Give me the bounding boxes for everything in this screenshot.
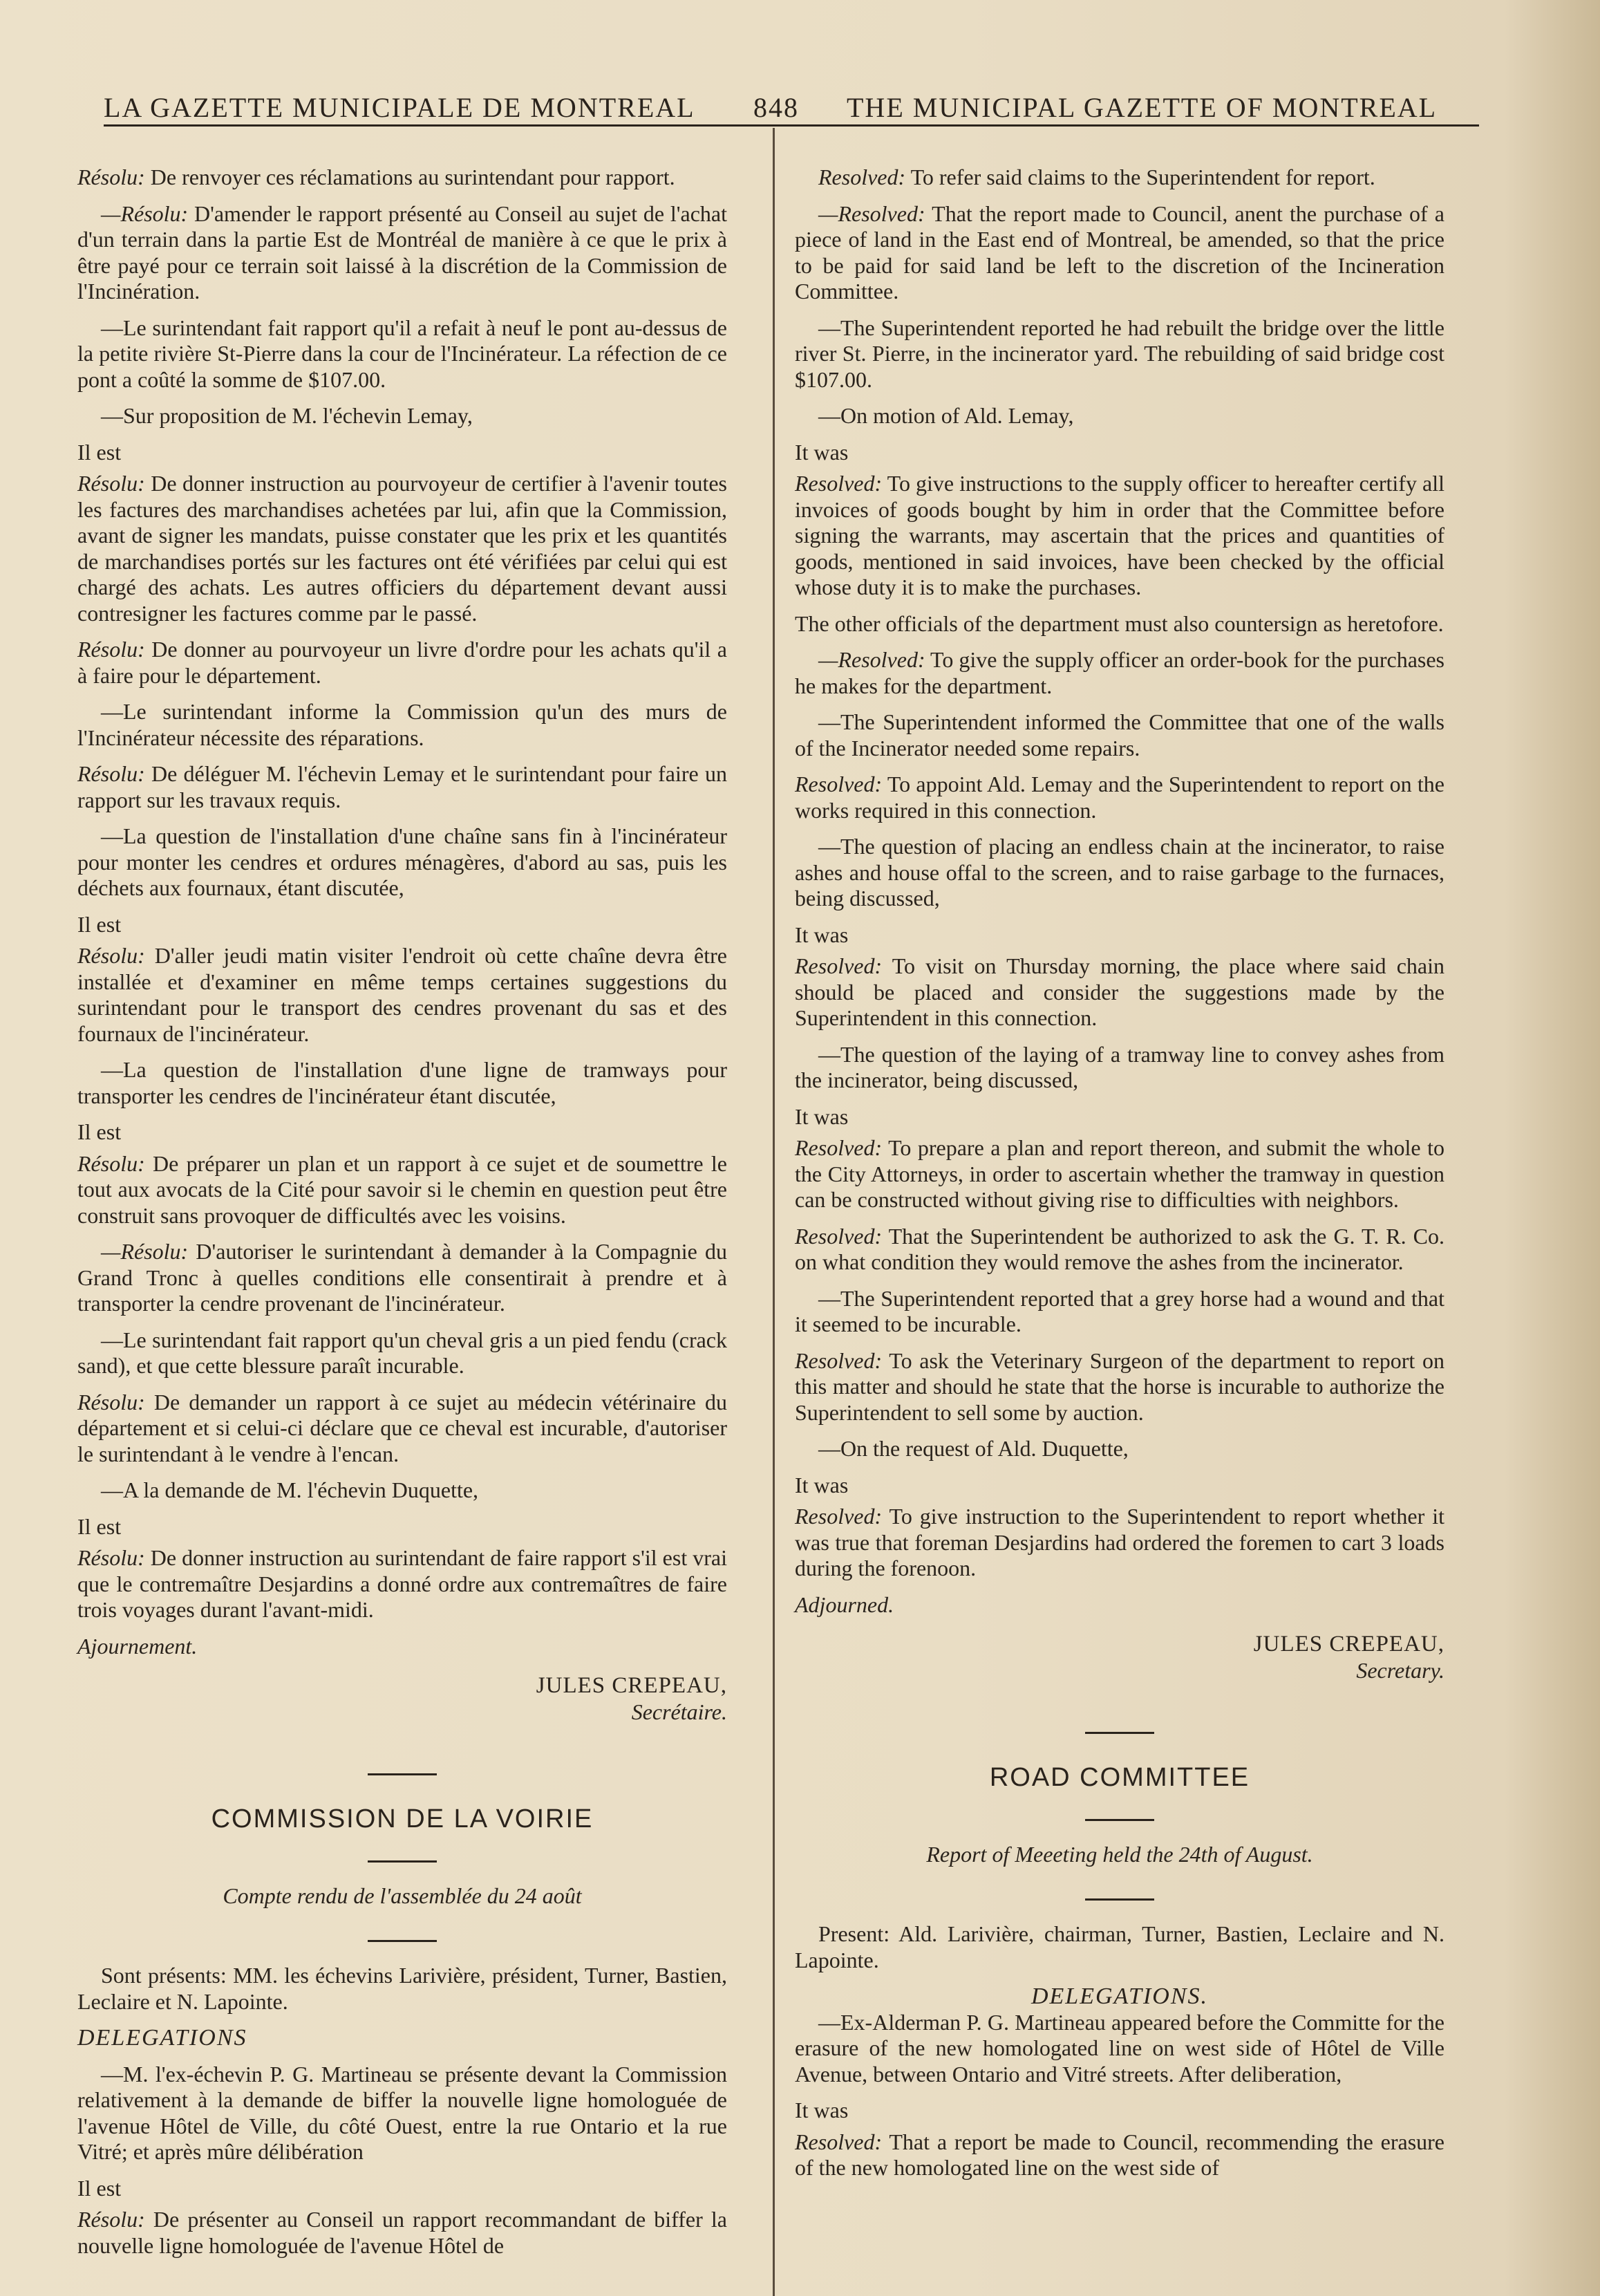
paragraph: —Le surintendant fait rapport qu'il a refait à neuf le pont au-dessus de la petite rivière St-Pierre dans la cour de l'Incinérateur. La réfection de ce pont a coûté la somme de $107.00. <box>77 315 727 392</box>
section-subtitle: Compte rendu de l'assemblée du 24 août <box>223 1883 582 1908</box>
paragraph: Resolved: To prepare a plan and report thereon, and submit the whole to the City Attorneys, in order to ascertain whether the tramway in question can be constructed without giving rise to difficulties with neighbors. <box>795 1135 1444 1212</box>
paragraph: Il est <box>77 439 122 465</box>
paragraph: —On the request of Ald. Duquette, <box>818 1436 1129 1461</box>
paragraph: —The Superintendent informed the Committee that one of the walls of the Incinerator needed some repairs. <box>795 709 1444 760</box>
paragraph: —Le surintendant informe la Commission qu'un des murs de l'Incinérateur nécessite des réparations. <box>77 699 727 750</box>
delegations-heading: DELEGATIONS <box>77 2025 247 2051</box>
paragraph: Il est <box>77 1513 122 1539</box>
paragraph: Resolved: To refer said claims to the Superintendent for report. <box>818 165 1375 189</box>
paragraph: —The Superintendent reported he had rebuilt the bridge over the little river St. Pierre, in the incinerator yard. The rebuilding of said bridge cost $107.00. <box>795 315 1444 392</box>
paragraph: The other officials of the department must also countersign as heretofore. <box>795 610 1444 636</box>
paragraph: It was <box>795 439 849 465</box>
paragraph: It was <box>795 922 849 947</box>
header-rule <box>104 124 1479 127</box>
paragraph: —M. l'ex-échevin P. G. Martineau se présente devant la Commission relativement à la demande de biffer la nouvelle ligne homologuée de l'avenue Hôtel de Ville, du côté Ouest, entre la rue Ontario et la rue Vitré; et après mûre délibération <box>77 2061 727 2164</box>
paragraph: Resolved: To give instructions to the supply officer to hereafter certify all invoices of goods bought by him in order that the Committee before signing the warrants, may ascertain that the prices and quantities of goods, mentioned in said invoices, have been checked by the official whose duty it is to make the purchases. <box>795 471 1444 599</box>
paragraph: Résolu: De donner instruction au pourvoyeur de certifier à l'avenir toutes les factures des marchandises achetées par lui, afin que la Commission, avant de signer les mandats, puisse constater que les prix et les quantités de marchandises portés sur les factures ont été vérifiées par celui qui est chargé des achats. Les autres officiers du département devant aussi contresigner les factures comme par le passé. <box>77 471 727 626</box>
header-french-title: LA GAZETTE MUNICIPALE DE MONTREAL <box>104 92 695 123</box>
english-column <box>795 165 1444 2192</box>
paragraph: It was <box>795 1103 849 1129</box>
attendance: Sont présents: MM. les échevins Larivière, président, Turner, Bastien, Leclaire et N. Lapointe. <box>77 1963 727 2014</box>
section-title: ROAD COMMITTEE <box>989 1763 1250 1792</box>
paragraph: —Résolu: D'autoriser le surintendant à demander à la Compagnie du Grand Tronc à quelles conditions elle consentirait à prendre et à transporter la cendre provenant de l'incinérateur. <box>77 1239 727 1316</box>
page-number: 848 <box>753 92 799 123</box>
paragraph: —Ex-Alderman P. G. Martineau appeared before the Committe for the erasure of the new homologated line on west side of Hôtel de Ville Avenue, between Ontario and Vitré streets. After deliberation, <box>795 2009 1444 2087</box>
section-subtitle: Report of Meeeting held the 24th of August. <box>926 1841 1313 1867</box>
section-title: COMMISSION DE LA VOIRIE <box>211 1804 594 1833</box>
column-divider <box>773 128 775 2296</box>
paragraph: —A la demande de M. l'échevin Duquette, <box>101 1477 479 1502</box>
paragraph: Resolved: To give instruction to the Superintendent to report whether it was true that foreman Desjardins had ordered the foremen to cart 3 loads during the forenoon. <box>795 1504 1444 1580</box>
paragraph: Resolved: To appoint Ald. Lemay and the Superintendent to report on the works required in this connection. <box>795 772 1444 823</box>
paragraph: Resolved: To visit on Thursday morning, the place where said chain should be placed and consider the suggestions made by the Superintendent in this connection. <box>795 953 1444 1030</box>
signature-role: Secretary. <box>1356 1657 1444 1683</box>
adjournment: Ajournement. <box>77 1633 198 1659</box>
paragraph: Résolu: De donner instruction au surintendant de faire rapport s'il est vrai que le contremaître Desjardins a donné ordre aux contremaîtres de faire trois voyages durant l'avant-midi. <box>77 1545 727 1622</box>
paragraph: —Sur proposition de M. l'échevin Lemay, <box>101 403 473 428</box>
paragraph: Resolved: That the Superintendent be authorized to ask the G. T. R. Co. on what condition they would remove the ashes from the incinerator. <box>795 1223 1444 1274</box>
attendance: Present: Ald. Larivière, chairman, Turner, Bastien, Leclaire and N. Lapointe. <box>795 1921 1444 1972</box>
paragraph: —Resolved: That the report made to Council, anent the purchase of a piece of land in the East end of Montreal, be amended, so that the price to be paid for said land be left to the discretion of the Incineration Committee. <box>795 200 1444 304</box>
paragraph: —Résolu: D'amender le rapport présenté au Conseil au sujet de l'achat d'un terrain dans la partie Est de Montréal de manière à ce que le prix à être payé pour ce terrain soit laissé à la discrétion de la Commission de l'Incinération. <box>77 200 727 304</box>
paragraph: —On motion of Ald. Lemay, <box>818 403 1074 428</box>
paragraph: —Le surintendant fait rapport qu'un cheval gris a un pied fendu (crack sand), et que cette blessure paraît incurable. <box>77 1327 727 1378</box>
paragraph: Résolu: De déléguer M. l'échevin Lemay et le surintendant pour faire un rapport sur les travaux requis. <box>77 761 727 812</box>
paragraph: —The question of the laying of a tramway line to convey ashes from the incinerator, being discussed, <box>795 1041 1444 1092</box>
signature-name: JULES CREPEAU, <box>536 1673 727 1698</box>
paragraph: Resolved: To ask the Veterinary Surgeon of the department to report on this matter and should he state that the horse is incurable to authorize the Superintendent to sell some by auction. <box>795 1347 1444 1425</box>
adjournment: Adjourned. <box>795 1592 894 1617</box>
signature-name: JULES CREPEAU, <box>1253 1632 1444 1656</box>
paragraph: Résolu: De renvoyer ces réclamations au surintendant pour rapport. <box>77 165 675 189</box>
page-header <box>104 83 1479 124</box>
paragraph: Resolved: That a report be made to Council, recommending the erasure of the new homologated line on the west side of <box>795 2129 1444 2180</box>
paragraph: —The Superintendent reported that a grey horse had a wound and that it seemed to be incurable. <box>795 1285 1444 1336</box>
paragraph: Résolu: De préparer un plan et un rapport à ce sujet et de soumettre le tout aux avocats de la Cité pour savoir si le chemin en question peut être construit sans provoquer de difficultés avec les voisins. <box>77 1150 727 1228</box>
paragraph: —La question de l'installation d'une ligne de tramways pour transporter les cendres de l'incinérateur étant discutée, <box>77 1057 727 1108</box>
french-column <box>77 165 727 2269</box>
signature-role: Secrétaire. <box>631 1699 727 1724</box>
paragraph: Résolu: De présenter au Conseil un rapport recommandant de biffer la nouvelle ligne homologuée de l'avenue Hôtel de <box>77 2207 727 2258</box>
paragraph: Résolu: De donner au pourvoyeur un livre d'ordre pour les achats qu'il a à faire pour le département. <box>77 637 727 688</box>
paragraph: Il est <box>77 1119 122 1144</box>
paragraph: —Resolved: To give the supply officer an order-book for the purchases he makes for the department. <box>795 647 1444 698</box>
paragraph: —La question de l'installation d'une chaîne sans fin à l'incinérateur pour monter les cendres et ordures ménagères, d'abord au sas, puis les déchets aux fournaux, étant discutée, <box>77 823 727 900</box>
paragraph: It was <box>795 1472 849 1497</box>
paragraph: It was <box>795 2098 849 2122</box>
paragraph: Résolu: De demander un rapport à ce sujet au médecin vétérinaire du département et si celui-ci déclare que ce cheval est incurable, d'autoriser le surintendant à le vendre à l'encan. <box>77 1389 727 1466</box>
paragraph: Il est <box>77 2175 122 2201</box>
header-english-title: THE MUNICIPAL GAZETTE OF MONTREAL <box>847 92 1438 123</box>
delegations-heading: DELEGATIONS. <box>1030 1984 1209 2009</box>
paragraph: —The question of placing an endless chain at the incinerator, to raise ashes and house offal to the screen, and to raise garbage to the furnaces, being discussed, <box>795 834 1444 911</box>
paragraph: Résolu: D'aller jeudi matin visiter l'endroit où cette chaîne devra être installée et d'examiner en même temps certaines suggestions du surintendant pour le transport des cendres provenant du sas et des fournaux de l'incinérateur. <box>77 943 727 1046</box>
paragraph: Il est <box>77 911 122 937</box>
